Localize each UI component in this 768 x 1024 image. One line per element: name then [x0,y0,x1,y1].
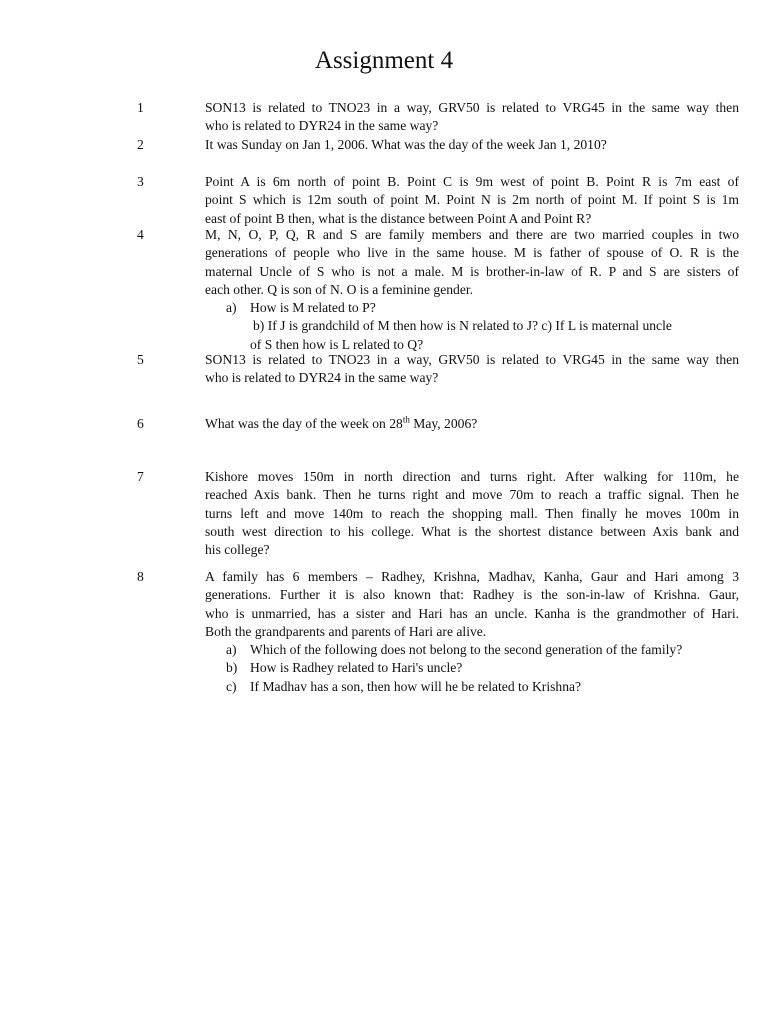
sub-question-label: c) [226,678,237,694]
question-line: point S which is 12m south of point M. Point N is 2m north of point M. If point S is 1m [205,192,739,208]
sub-question-a [205,641,739,659]
sub-question-text: Which of the following does not belong to the second generation of the family? [250,642,683,658]
question-text [205,99,739,136]
question-text [205,415,739,433]
question-number: 5 [137,352,144,367]
question-number: 7 [137,469,144,484]
question-text-part: May, 2006? [409,416,478,431]
question-line: who is related to DYR24 in the same way? [205,370,439,386]
question-number: 6 [137,416,144,431]
question-line: turns left and move 140m to reach the shopping mall. Then finally he moves 100m in [205,505,739,521]
question-line: south west direction to his college. What is the shortest distance between Axis bank and [205,523,739,539]
sub-question-a [205,299,739,317]
question-text [205,173,739,228]
sub-question-label: a) [226,642,237,658]
question-line: east of point B then, what is the distance between Point A and Point R? [205,210,592,226]
question-line: SON13 is related to TNO23 in a way, GRV50 is related to VRG45 in the same way then [205,352,739,367]
sub-question-c [205,678,739,696]
question-text [205,351,739,388]
question-line: his college? [205,542,270,558]
question-line: generations. Further it is also known that: Radhey is the son-in-law of Krishna. Gaur, [205,587,739,603]
question-text [205,136,739,154]
question-line: A family has 6 members – Radhey, Krishna, Madhav, Kanha, Gaur and Hari among 3 [205,569,739,584]
sub-question-text: How is M related to P? [250,300,376,316]
question-line: each other. Q is son of N. O is a feminine gender. [205,281,474,297]
question-line: Both the grandparents and parents of Hari are alive. [205,623,487,639]
question-line: It was Sunday on Jan 1, 2006. What was the day of the week Jan 1, 2010? [205,137,607,152]
question-number: 3 [137,174,144,189]
sub-question-text: If Madhav has a son, then how will he be related to Krishna? [250,678,582,694]
question-text [205,568,739,696]
sub-question-label: b) [226,660,238,676]
sub-question-text: How is Radhey related to Hari's uncle? [250,660,463,676]
question-text-part: What was the day of the week on 28 [205,416,403,431]
question-line: reached Axis bank. Then he turns right and move 70m to reach a traffic signal. Then he [205,487,739,503]
sub-question-b [205,659,739,677]
sub-question-label: a) [226,300,237,316]
question-number: 4 [137,227,144,242]
page-title: Assignment 4 [314,47,454,74]
question-text [205,468,739,559]
sub-question-c-continued: of S then how is L related to Q? [250,336,424,352]
question-text [205,226,739,354]
question-line: M, N, O, P, Q, R and S are family members and there are two married couples in two [205,227,739,242]
question-number: 8 [137,569,144,584]
question-line: who is related to DYR24 in the same way? [205,118,439,134]
question-line [205,415,739,433]
question-line: maternal Uncle of S who is not a male. M is brother-in-law of R. P and S are sisters of [205,263,739,279]
question-number: 2 [137,137,144,152]
ordinal-suffix: th [402,414,410,425]
question-line: Point A is 6m north of point B. Point C is 9m west of point B. Point R is 7m east of [205,174,739,189]
question-line: SON13 is related to TNO23 in a way, GRV50 is related to VRG45 in the same way then [205,100,739,115]
question-number: 1 [137,100,144,115]
sub-question-b-c: b) If J is grandchild of M then how is N related to J? c) If L is maternal uncle [253,318,672,334]
question-line: Kishore moves 150m in north direction and turns right. After walking for 110m, he [205,469,739,484]
question-line: generations of people who live in the same house. M is father of spouse of O. R is the [205,245,739,261]
question-line: who is unmarried, has a sister and Hari has an uncle. Kanha is the grandmother of Hari. [205,605,739,621]
